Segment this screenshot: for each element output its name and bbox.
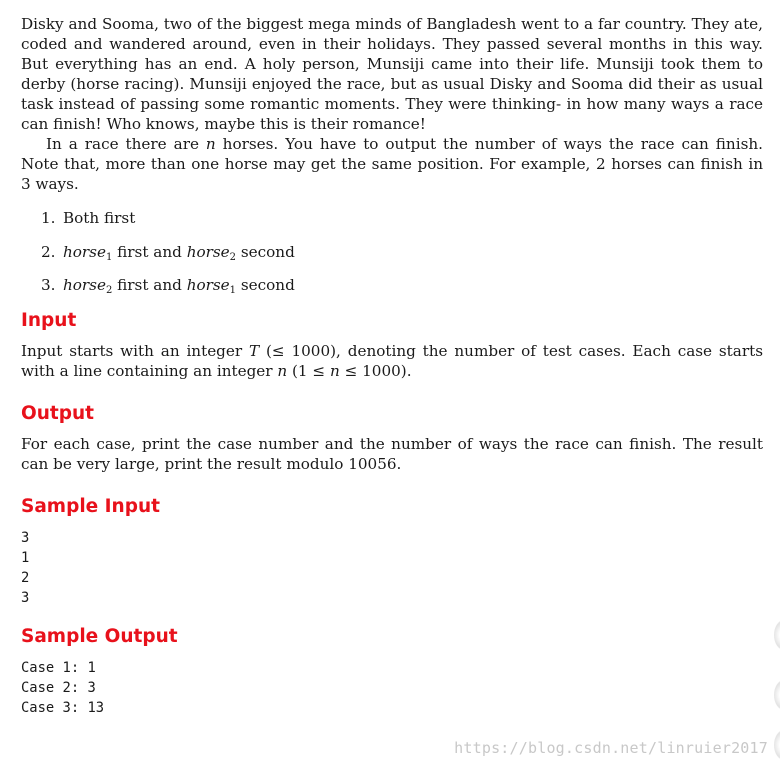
horse-subscript: 2 <box>105 285 113 296</box>
sample-input-line: 3 <box>21 529 30 546</box>
sample-input-heading: Sample Input <box>21 495 160 517</box>
sample-output-heading: Sample Output <box>21 625 178 647</box>
input-text-a: Input starts with an integer <box>21 341 249 360</box>
problem-text-b: horses. You have to output the number of ways the race can finish. Note that, more than one horse may get the same position. For example, 2 horses can finish in 3 ways. <box>21 135 763 193</box>
page-edge-shadow <box>774 620 780 650</box>
list-text: second <box>236 276 295 294</box>
list-item <box>41 208 763 228</box>
horse-var: horse <box>186 276 230 294</box>
horse-subscript: 2 <box>229 251 237 263</box>
var-n: n <box>277 361 288 380</box>
list-item <box>41 275 763 295</box>
list-text: first and <box>112 242 187 261</box>
var-T: T <box>249 341 260 360</box>
watermark: https://blog.csdn.net/linruier2017 <box>454 739 768 757</box>
sample-output-line: Case 3: 13 <box>21 699 105 716</box>
sample-output-line: Case 2: 3 <box>21 679 96 696</box>
input-text-c: (1 ≤ <box>287 361 330 380</box>
horse-var: horse <box>186 242 230 261</box>
list-number: 3. <box>41 276 56 294</box>
problem-statement <box>21 14 763 718</box>
output-description: For each case, print the case number and the number of ways the race can finish. The result can be very large, print the result modulo 10056. <box>21 434 763 473</box>
input-text-d: ≤ 1000). <box>339 361 412 380</box>
problem-text-a: In a race there are <box>46 135 206 153</box>
list-number: 1. <box>41 209 56 227</box>
output-heading: Output <box>21 402 94 424</box>
sample-input-line: 3 <box>21 589 30 606</box>
horse-subscript: 1 <box>105 251 113 263</box>
input-heading: Input <box>21 309 77 331</box>
var-n: n <box>329 361 340 380</box>
horse-var: horse <box>63 276 106 294</box>
sample-input-block <box>21 528 763 608</box>
page-edge-shadow <box>774 680 780 710</box>
horse-var: horse <box>63 242 106 261</box>
page-edge-shadow <box>774 730 780 760</box>
sample-output-block <box>21 658 763 718</box>
input-description <box>21 341 763 381</box>
sample-output-line: Case 1: 1 <box>21 659 96 676</box>
problem-paragraph <box>21 134 763 194</box>
list-text: second <box>236 242 295 261</box>
list-number: 2. <box>41 242 56 261</box>
list-item <box>41 242 763 262</box>
horse-subscript: 1 <box>229 285 237 296</box>
sample-input-line: 2 <box>21 569 30 586</box>
list-text: Both first <box>63 209 136 227</box>
sample-input-line: 1 <box>21 549 30 566</box>
intro-paragraph: Disky and Sooma, two of the biggest mega minds of Bangladesh went to a far country. They ate, coded and wandered around, even in their holidays. They passed several months in this way. But everything has an end. A holy person, Munsiji came into their life. Munsiji took them to derby (horse racing). Munsiji enjoyed the race, but as usual Disky and Sooma did their as usual task instead of passing some romantic moments. They were thinking- in how many ways a race can finish! Who knows, maybe this is their romance! <box>21 15 763 133</box>
example-list <box>21 208 763 295</box>
var-n: n <box>205 135 216 153</box>
list-text: first and <box>112 276 187 294</box>
input-text-b: (≤ 1000), denoting the number of test cases. Each case starts with a line containing an integer <box>21 341 763 380</box>
